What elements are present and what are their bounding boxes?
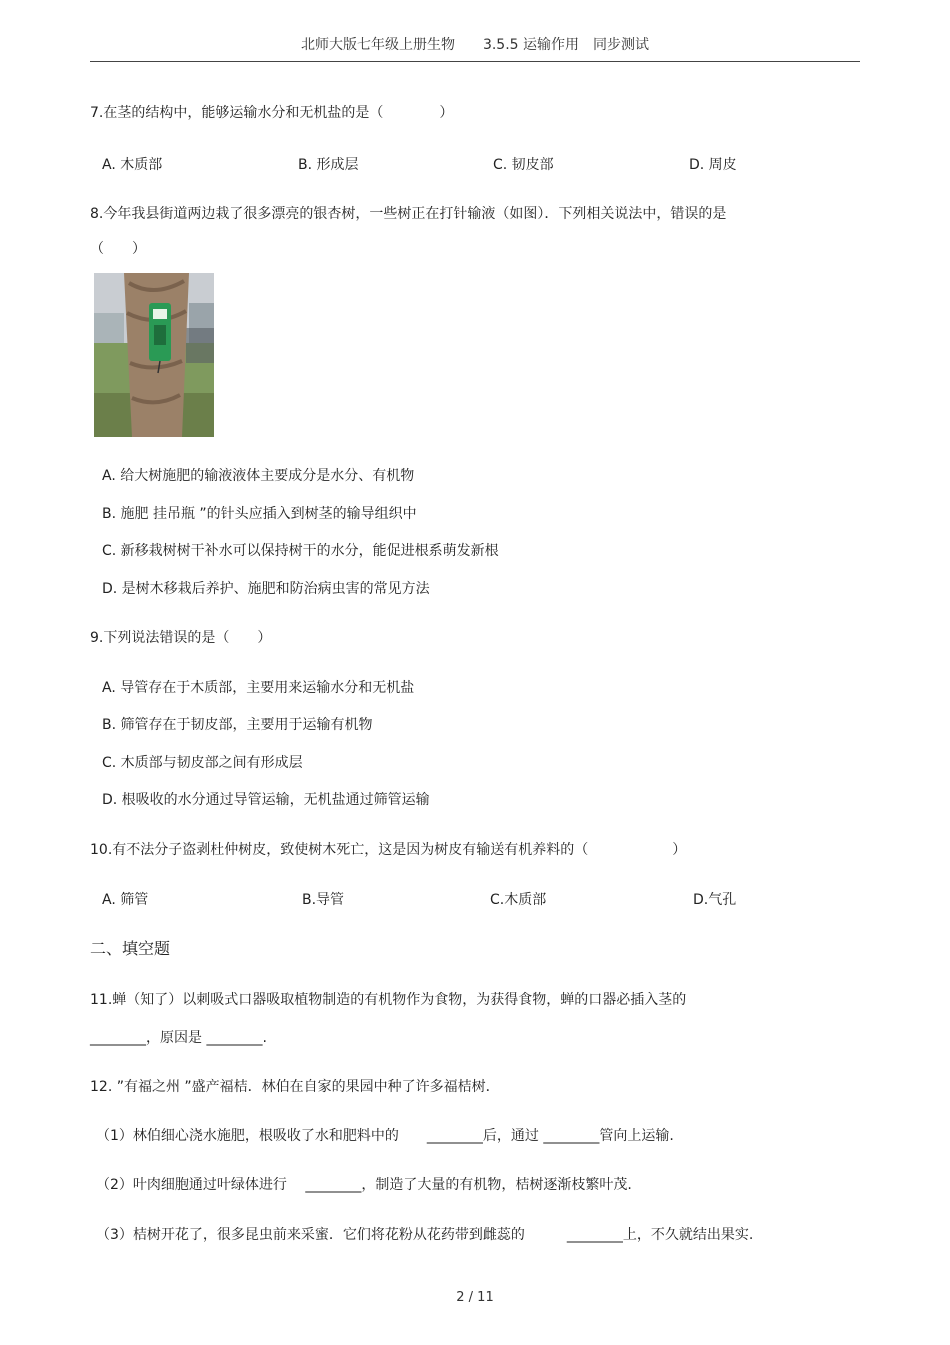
question-12-part-1: （1）林伯细心浇水施肥，根吸收了水和肥料中的 ________后，通过 ________管向上运输. xyxy=(96,1128,674,1144)
page-number: 2 / 11 xyxy=(456,1290,494,1305)
question-12-part-2: （2）叶肉细胞通过叶绿体进行 ________，制造了大量的有机物，桔树逐渐枝繁叶茂. xyxy=(96,1177,632,1193)
question-8-stem: 8.今年我县街道两边栽了很多漂亮的银杏树，一些树正在打针输液（如图）．下列相关说法中，错误的是 xyxy=(90,206,727,222)
question-8-option-b: B. 施肥 挂吊瓶 ”的针头应插入到树茎的输导组织中 xyxy=(102,506,417,522)
question-7-stem: 7.在茎的结构中，能够运输水分和无机盐的是（ ） xyxy=(90,105,454,121)
question-7-option-c: C. 韧皮部 xyxy=(493,157,554,173)
question-9-option-d: D. 根吸收的水分通过导管运输，无机盐通过筛管运输 xyxy=(102,792,430,808)
page-header: 北师大版七年级上册生物 3.5.5 运输作用 同步测试 xyxy=(300,37,650,53)
question-7-option-a: A. 木质部 xyxy=(102,157,163,173)
question-12-part-3: （3）桔树开花了，很多昆虫前来采蜜．它们将花粉从花药带到雌蕊的 ________上，不久就结出果实. xyxy=(96,1227,754,1243)
question-11-line-2: ________，原因是 ________. xyxy=(90,1030,267,1046)
question-7-option-b: B. 形成层 xyxy=(298,157,359,173)
question-10-option-a: A. 筛管 xyxy=(102,892,149,908)
question-9-option-c: C. 木质部与韧皮部之间有形成层 xyxy=(102,755,303,771)
question-8-option-c: C. 新移栽树树干补水可以保持树干的水分，能促进根系萌发新根 xyxy=(102,543,499,559)
question-10-stem: 10.有不法分子盗剥杜仲树皮，致使树木死亡，这是因为树皮有输送有机养料的（ ） xyxy=(90,842,687,858)
question-9-stem: 9.下列说法错误的是（ ） xyxy=(90,630,272,646)
question-12-stem: 12. ”有福之州 ”盛产福桔．林伯在自家的果园中种了许多福桔树． xyxy=(90,1079,500,1095)
section-title-fill-in: 二、填空题 xyxy=(90,939,171,958)
tree-infusion-photo xyxy=(94,273,214,437)
question-8-stem-cont: （ ） xyxy=(90,241,146,257)
question-8-option-a: A. 给大树施肥的输液液体主要成分是水分、有机物 xyxy=(102,468,415,484)
question-10-option-c: C.木质部 xyxy=(490,892,547,908)
question-10-option-d: D.气孔 xyxy=(693,892,737,908)
question-9-option-a: A. 导管存在于木质部，主要用来运输水分和无机盐 xyxy=(102,680,415,696)
question-9-option-b: B. 筛管存在于韧皮部，主要用于运输有机物 xyxy=(102,717,373,733)
question-10-option-b: B.导管 xyxy=(302,892,345,908)
question-7-option-d: D. 周皮 xyxy=(689,157,737,173)
header-rule xyxy=(90,61,860,62)
question-11-line-1: 11.蝉（知了）以刺吸式口器吸取植物制造的有机物作为食物，为获得食物，蝉的口器必插入茎的 xyxy=(90,992,687,1008)
question-8-option-d: D. 是树木移栽后养护、施肥和防治病虫害的常见方法 xyxy=(102,581,430,597)
